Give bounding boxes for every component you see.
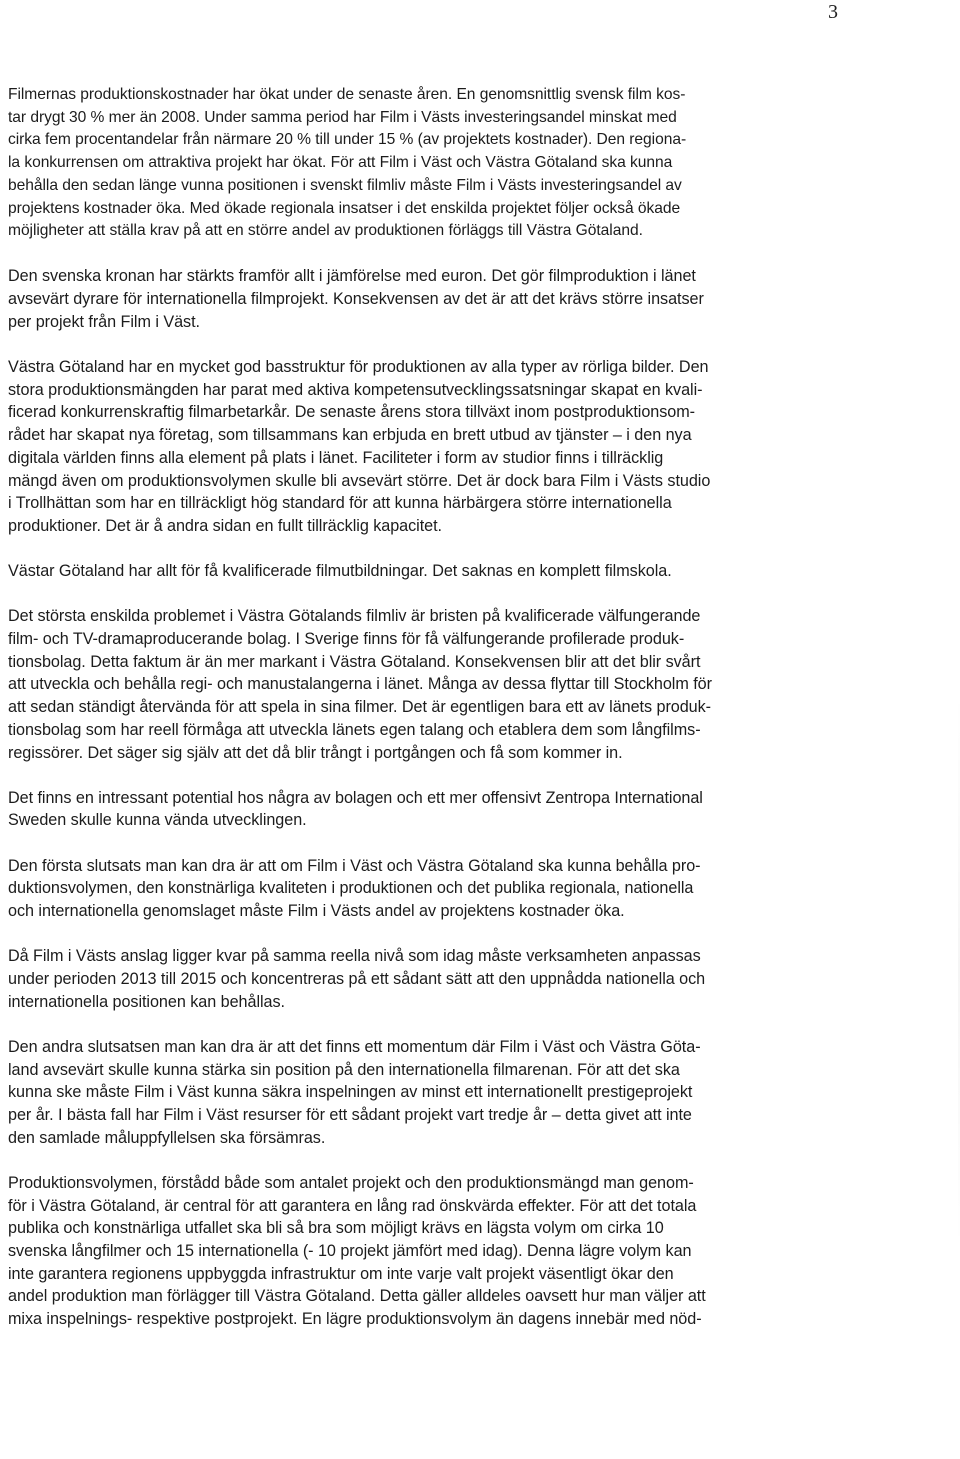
paragraph-10: [8, 1172, 838, 1331]
text-line: svenska långfilmer och 15 internationella (- 10 projekt jämfört med idag). Denna lägre volym kan: [8, 1242, 692, 1261]
text-line: film- och TV-dramaproducerande bolag. I Sverige finns för få välfungerande profilerade produk-: [8, 630, 685, 649]
paragraph-8: [8, 945, 838, 1013]
text-line: att utveckla och behålla regi- och manustalangerna i länet. Många av dessa flyttar till Stockholm för: [8, 675, 712, 694]
text-line: per projekt från Film i Väst.: [8, 312, 200, 331]
paragraph-6: [8, 787, 838, 832]
text-line: andel produktion man förlägger till Västra Götaland. Detta gäller alldeles oavsett hur man väljer att: [8, 1287, 706, 1306]
text-line: per år. I bästa fall har Film i Väst resurser för ett sådant projekt vart tredje år – detta givet att inte: [8, 1106, 692, 1125]
text-line: internationella positionen kan behållas.: [8, 992, 285, 1011]
text-line: avsevärt dyrare för internationella filmprojekt. Konsekvensen av det är att det krävs större insatser: [8, 290, 704, 309]
text-line: behålla den sedan länge vunna positionen i svenskt filmliv måste Film i Västs investeringsandel av: [8, 176, 682, 194]
paragraph-7: [8, 855, 838, 923]
text-line: Västar Götaland har allt för få kvalificerade filmutbildningar. Det saknas en komplett filmskola.: [8, 562, 672, 581]
text-line: projektens kostnader öka. Med ökade regionala insatser i det enskilda projektet följer också ökade: [8, 199, 681, 217]
text-line: under perioden 2013 till 2015 och koncentreras på ett sådant sätt att den uppnådda nationella och: [8, 970, 706, 988]
text-line: i Trollhättan som har en tillräckligt hög standard för att kunna härbärgera större internationella: [8, 494, 672, 513]
text-line: Den andra slutsatsen man kan dra är att det finns ett momentum där Film i Väst och Västra Göta-: [8, 1037, 701, 1056]
paragraph-3: [8, 356, 838, 538]
text-line: Det största enskilda problemet i Västra Götalands filmliv är bristen på kvalificerade välfungerande: [8, 607, 701, 626]
paragraph-1: [8, 84, 838, 243]
text-line: ficerad konkurrenskraftig filmarbetarkår. De senaste årens stora tillväxt inom postproduktionsom-: [8, 403, 696, 422]
text-line: Det finns en intressant potential hos några av bolagen och ett mer offensivt Zentropa International: [8, 788, 703, 807]
text-line: Den svenska kronan har stärkts framför allt i jämförelse med euron. Det gör filmproduktion i länet: [8, 267, 696, 286]
text-line: digitala världen finns alla element på plats i länet. Faciliteter i form av studior finns i tillräcklig: [8, 448, 664, 467]
text-line: att sedan ständigt återvända för att spela in sina filmer. Det är egentligen bara ett av länets produk-: [8, 698, 712, 717]
page-number: 3: [828, 1, 838, 23]
text-line: Produktionsvolymen, förstådd både som antalet projekt och den produktionsmängd man genom-: [8, 1173, 694, 1192]
text-line: och internationella genomslaget måste Film i Västs andel av projektens kostnader öka.: [8, 902, 625, 921]
text-line: produktioner. Det är å andra sidan en fullt tillräcklig kapacitet.: [8, 516, 442, 535]
text-line: möjligheter att ställa krav på att en större andel av produktionen förläggs till Västra Götaland.: [8, 222, 643, 240]
text-line: mängd även om produktionsvolymen skulle bli avsevärt större. Det är dock bara Film i Västs studio: [8, 471, 711, 490]
text-line: för i Västra Götaland, är central för att garantera en lång rad önskvärda effekter. För att det totala: [8, 1196, 697, 1215]
text-line: Då Film i Västs anslag ligger kvar på samma reella nivå som idag måste verksamheten anpassas: [8, 947, 701, 966]
text-line: Västra Götaland har en mycket god basstruktur för produktionen av alla typer av rörliga bilder. Den: [8, 358, 709, 377]
paragraph-5: [8, 605, 838, 764]
text-line: tionsbolag som har reell förmåga att utveckla länets egen talang och etablera dem som långfilms-: [8, 720, 701, 739]
text-line: Sweden skulle kunna vända utvecklingen.: [8, 811, 307, 830]
text-line: regissörer. Det säger sig själv att det då blir trångt i portgången och få som kommer in.: [8, 743, 623, 762]
document-body: [8, 84, 838, 1353]
text-line: inte garantera regionens uppbyggda infrastruktur om inte varje valt projekt väsentligt ökar den: [8, 1264, 674, 1283]
text-line: duktionsvolymen, den konstnärliga kvaliteten i produktionen och det publika regionala, nationella: [8, 879, 694, 898]
paragraph-9: [8, 1036, 838, 1150]
paragraph-4: [8, 560, 838, 583]
text-line: Den första slutsats man kan dra är att om Film i Väst och Västra Götaland ska kunna behålla pro-: [8, 856, 701, 875]
text-line: tar drygt 30 % mer än 2008. Under samma period har Film i Västs investeringsandel minskat med: [8, 108, 677, 126]
text-line: den samlade måluppfyllelsen ska försämras.: [8, 1128, 326, 1147]
text-line: mixa inspelnings- respektive postprojekt. En lägre produktionsvolym än dagens innebär med nöd-: [8, 1310, 702, 1329]
paragraph-2: [8, 265, 838, 333]
text-line: tionsbolag. Detta faktum är än mer markant i Västra Götaland. Konsekvensen blir att det blir svårt: [8, 652, 701, 671]
text-line: publika och konstnärliga utfallet ska bli så bra som möjligt krävs en lägsta volym om cirka 10: [8, 1219, 664, 1238]
text-line: land avsevärt skulle kunna stärka sin position på den internationella filmarenan. För att det ska: [8, 1060, 680, 1079]
text-line: kunna ske måste Film i Väst kunna säkra inspelningen av minst ett internationellt prestigeprojekt: [8, 1083, 693, 1102]
text-line: la konkurrensen om attraktiva projekt har ökat. För att Film i Väst och Västra Götaland ska kunna: [8, 154, 673, 172]
text-line: stora produktionsmängden har parat med aktiva kompetensutvecklingssatsningar skapat en kvali-: [8, 380, 703, 399]
text-line: rådet har skapat nya företag, som tillsammans kan erbjuda en brett utbud av tjänster – i den nya: [8, 426, 692, 445]
text-line: Filmernas produktionskostnader har ökat under de senaste åren. En genomsnittlig svensk film kos-: [8, 86, 686, 103]
text-line: cirka fem procentandelar från närmare 20 % till under 15 % (av projektets kostnader). Den regiona-: [8, 131, 687, 149]
